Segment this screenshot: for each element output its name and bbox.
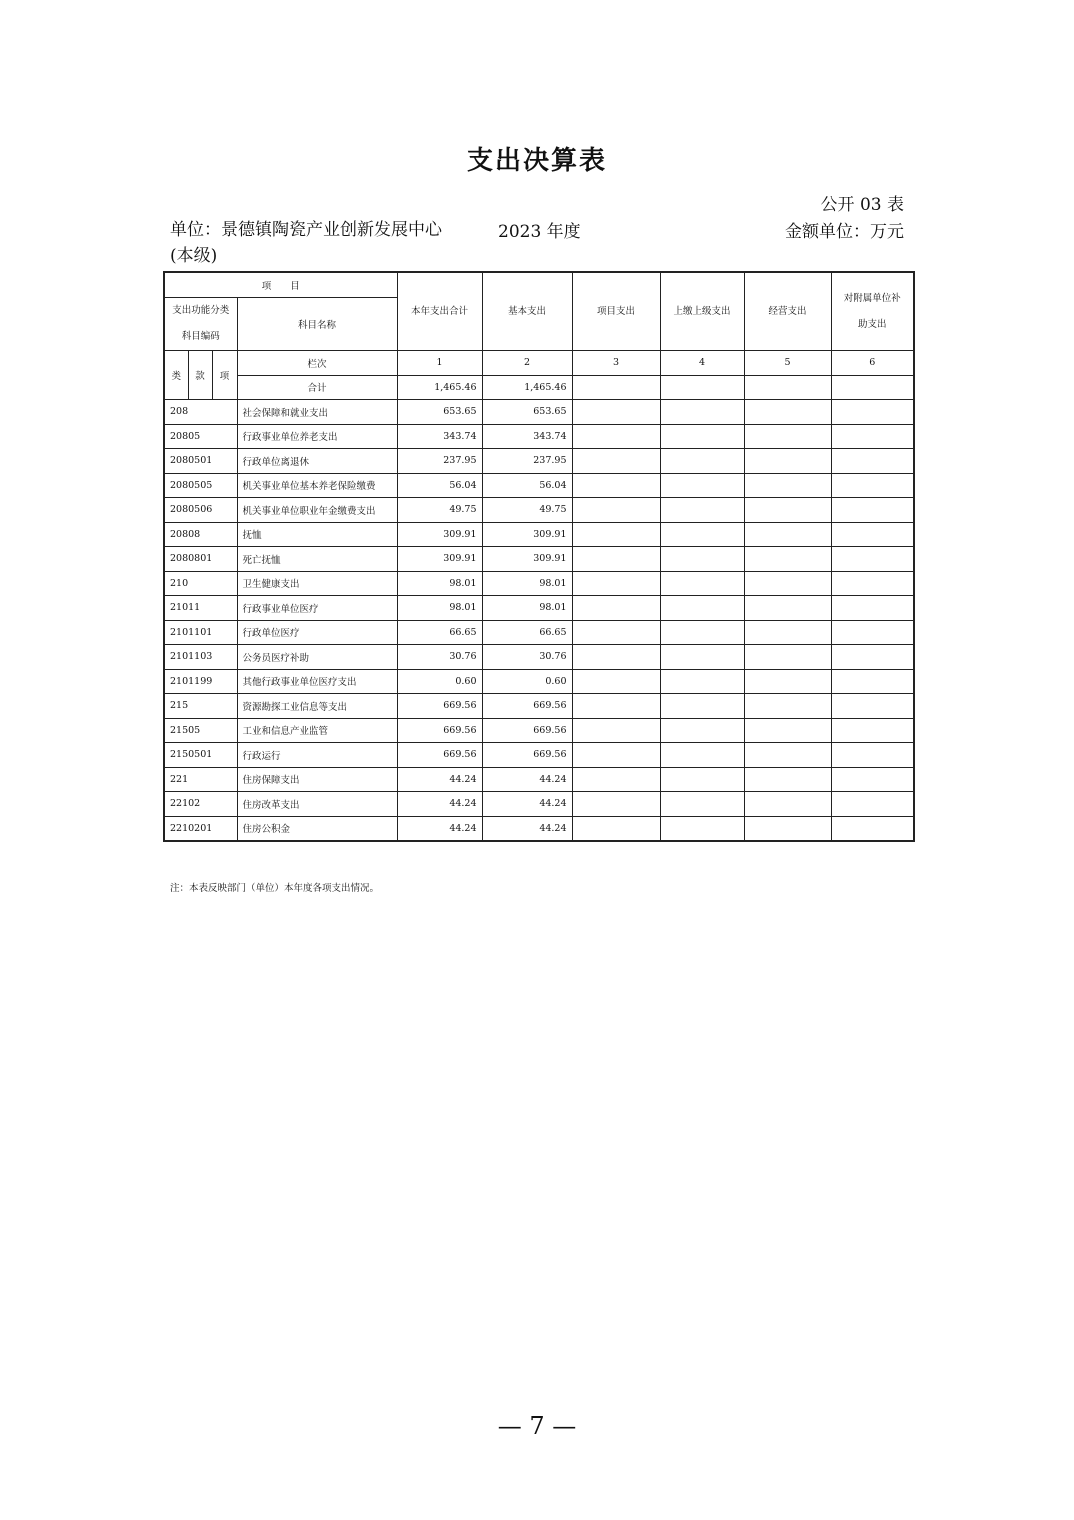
basic-amount: 44.24 — [482, 816, 572, 841]
total-amount: 669.56 — [397, 743, 482, 768]
basic-amount: 669.56 — [482, 694, 572, 719]
table-row — [164, 547, 914, 572]
operating-amount — [744, 816, 831, 841]
remit-amount — [660, 596, 744, 621]
total-amount: 56.04 — [397, 473, 482, 498]
basic-amount: 343.74 — [482, 424, 572, 449]
table-row — [164, 645, 914, 670]
function-code: 2210201 — [164, 816, 237, 841]
table-row — [164, 743, 914, 768]
total-amount: 669.56 — [397, 718, 482, 743]
basic-amount: 309.91 — [482, 547, 572, 572]
unit-label: 单位：景德镇陶瓷产业创新发展中心(本级) — [170, 220, 442, 266]
subject-name: 卫生健康支出 — [237, 571, 397, 596]
total-amount: 66.65 — [397, 620, 482, 645]
subject-name: 行政单位离退休 — [237, 449, 397, 474]
operating-amount — [744, 400, 831, 425]
remit-amount — [660, 473, 744, 498]
header-subject-name: 科目名称 — [237, 298, 397, 351]
subject-name: 其他行政事业单位医疗支出 — [237, 669, 397, 694]
subject-name: 住房保障支出 — [237, 767, 397, 792]
subject-name: 死亡抚恤 — [237, 547, 397, 572]
function-code: 20808 — [164, 522, 237, 547]
basic-amount: 1,465.46 — [482, 375, 572, 400]
operating-amount — [744, 620, 831, 645]
function-code: 2101199 — [164, 669, 237, 694]
function-code: 22102 — [164, 792, 237, 817]
basic-amount: 44.24 — [482, 767, 572, 792]
subsidy-amount — [831, 620, 914, 645]
table-row — [164, 424, 914, 449]
form-number: 公开 03 表 — [820, 195, 904, 215]
header-lanci: 栏次 — [237, 351, 397, 376]
table-note: 注：本表反映部门（单位）本年度各项支出情况。 — [170, 883, 380, 894]
subsidy-amount — [831, 743, 914, 768]
operating-amount — [744, 645, 831, 670]
project-amount — [572, 694, 660, 719]
column-number: 5 — [744, 351, 831, 376]
header-col2: 基本支出 — [482, 272, 572, 351]
remit-amount — [660, 620, 744, 645]
basic-amount: 56.04 — [482, 473, 572, 498]
remit-amount — [660, 792, 744, 817]
operating-amount — [744, 424, 831, 449]
fiscal-year: 2023 年度 — [498, 222, 581, 242]
operating-amount — [744, 596, 831, 621]
operating-amount — [744, 743, 831, 768]
basic-amount: 98.01 — [482, 571, 572, 596]
header-col5: 经营支出 — [744, 272, 831, 351]
table-row — [164, 473, 914, 498]
remit-amount — [660, 400, 744, 425]
table-row — [164, 596, 914, 621]
column-number: 4 — [660, 351, 744, 376]
subject-name: 住房改革支出 — [237, 792, 397, 817]
basic-amount: 66.65 — [482, 620, 572, 645]
total-amount: 98.01 — [397, 571, 482, 596]
function-code: 2080501 — [164, 449, 237, 474]
basic-amount: 30.76 — [482, 645, 572, 670]
basic-amount: 49.75 — [482, 498, 572, 523]
column-number: 1 — [397, 351, 482, 376]
project-amount — [572, 620, 660, 645]
operating-amount — [744, 473, 831, 498]
subject-name: 行政事业单位医疗 — [237, 596, 397, 621]
subsidy-amount — [831, 718, 914, 743]
function-code: 210 — [164, 571, 237, 596]
project-amount — [572, 522, 660, 547]
header-lei: 类 — [164, 351, 188, 400]
total-amount: 1,465.46 — [397, 375, 482, 400]
subsidy-amount — [831, 645, 914, 670]
subject-name: 抚恤 — [237, 522, 397, 547]
project-amount — [572, 669, 660, 694]
operating-amount — [744, 669, 831, 694]
total-amount: 237.95 — [397, 449, 482, 474]
subsidy-amount — [831, 596, 914, 621]
total-amount: 0.60 — [397, 669, 482, 694]
basic-amount: 653.65 — [482, 400, 572, 425]
subject-name: 资源勘探工业信息等支出 — [237, 694, 397, 719]
basic-amount: 309.91 — [482, 522, 572, 547]
subsidy-amount — [831, 571, 914, 596]
project-amount — [572, 498, 660, 523]
table-row — [164, 792, 914, 817]
table-row — [164, 400, 914, 425]
operating-amount — [744, 767, 831, 792]
basic-amount: 669.56 — [482, 743, 572, 768]
subject-name: 行政运行 — [237, 743, 397, 768]
table-row — [164, 669, 914, 694]
project-amount — [572, 547, 660, 572]
subsidy-amount — [831, 767, 914, 792]
header-func-code: 支出功能分类科目编码 — [164, 298, 237, 351]
total-amount: 309.91 — [397, 522, 482, 547]
remit-amount — [660, 449, 744, 474]
total-row — [164, 375, 914, 400]
operating-amount — [744, 718, 831, 743]
total-amount: 49.75 — [397, 498, 482, 523]
basic-amount: 669.56 — [482, 718, 572, 743]
total-amount: 343.74 — [397, 424, 482, 449]
subsidy-amount — [831, 547, 914, 572]
function-code: 208 — [164, 400, 237, 425]
function-code: 2080801 — [164, 547, 237, 572]
function-code: 20805 — [164, 424, 237, 449]
subsidy-amount — [831, 522, 914, 547]
function-code: 2101103 — [164, 645, 237, 670]
subject-name: 公务员医疗补助 — [237, 645, 397, 670]
remit-amount — [660, 816, 744, 841]
function-code: 2080505 — [164, 473, 237, 498]
table-row — [164, 816, 914, 841]
function-code: 2101101 — [164, 620, 237, 645]
project-amount — [572, 424, 660, 449]
function-code: 21011 — [164, 596, 237, 621]
project-amount — [572, 571, 660, 596]
basic-amount: 0.60 — [482, 669, 572, 694]
operating-amount — [744, 792, 831, 817]
operating-amount — [744, 571, 831, 596]
basic-amount: 98.01 — [482, 596, 572, 621]
remit-amount — [660, 424, 744, 449]
subsidy-amount — [831, 498, 914, 523]
subsidy-amount — [831, 792, 914, 817]
total-amount: 44.24 — [397, 816, 482, 841]
project-amount — [572, 743, 660, 768]
remit-amount — [660, 571, 744, 596]
subsidy-amount — [831, 424, 914, 449]
basic-amount: 237.95 — [482, 449, 572, 474]
subsidy-amount — [831, 669, 914, 694]
subsidy-amount — [831, 400, 914, 425]
remit-amount — [660, 547, 744, 572]
operating-amount — [744, 547, 831, 572]
expenditure-table — [163, 271, 915, 842]
page-number: — 7 — — [497, 1412, 577, 1440]
subject-name: 机关事业单位基本养老保险缴费 — [237, 473, 397, 498]
project-amount — [572, 816, 660, 841]
function-code: 2150501 — [164, 743, 237, 768]
operating-amount — [744, 449, 831, 474]
subject-name: 住房公积金 — [237, 816, 397, 841]
table-row — [164, 767, 914, 792]
header-col6: 对附属单位补助支出 — [831, 272, 914, 351]
function-code: 215 — [164, 694, 237, 719]
total-amount: 653.65 — [397, 400, 482, 425]
column-number: 3 — [572, 351, 660, 376]
header-xiangmu: 项 目 — [164, 272, 397, 298]
project-amount — [572, 718, 660, 743]
column-number: 2 — [482, 351, 572, 376]
project-amount — [572, 449, 660, 474]
subsidy-amount — [831, 473, 914, 498]
remit-amount — [660, 645, 744, 670]
subject-name: 行政事业单位养老支出 — [237, 424, 397, 449]
table-row — [164, 498, 914, 523]
table-row — [164, 522, 914, 547]
total-label: 合计 — [237, 375, 397, 400]
total-amount: 669.56 — [397, 694, 482, 719]
remit-amount — [660, 522, 744, 547]
operating-amount — [744, 522, 831, 547]
function-code: 21505 — [164, 718, 237, 743]
total-amount: 30.76 — [397, 645, 482, 670]
project-amount — [572, 473, 660, 498]
header-kuan: 款 — [188, 351, 212, 400]
header-col3: 项目支出 — [572, 272, 660, 351]
operating-amount — [744, 498, 831, 523]
table-row — [164, 571, 914, 596]
subsidy-amount — [831, 449, 914, 474]
remit-amount — [660, 694, 744, 719]
function-code: 2080506 — [164, 498, 237, 523]
subject-name: 行政单位医疗 — [237, 620, 397, 645]
total-amount: 44.24 — [397, 792, 482, 817]
subsidy-amount — [831, 816, 914, 841]
header-xiang: 项 — [212, 351, 237, 400]
subject-name: 机关事业单位职业年金缴费支出 — [237, 498, 397, 523]
header-col4: 上缴上级支出 — [660, 272, 744, 351]
column-number: 6 — [831, 351, 914, 376]
table-row — [164, 620, 914, 645]
subsidy-amount — [831, 694, 914, 719]
header-col1: 本年支出合计 — [397, 272, 482, 351]
subject-name: 社会保障和就业支出 — [237, 400, 397, 425]
remit-amount — [660, 767, 744, 792]
total-amount: 98.01 — [397, 596, 482, 621]
table-row — [164, 718, 914, 743]
remit-amount — [660, 669, 744, 694]
table-row — [164, 449, 914, 474]
page-title: 支出决算表 — [466, 146, 607, 176]
project-amount — [572, 400, 660, 425]
project-amount — [572, 767, 660, 792]
project-amount — [572, 792, 660, 817]
remit-amount — [660, 743, 744, 768]
remit-amount — [660, 718, 744, 743]
basic-amount: 44.24 — [482, 792, 572, 817]
total-amount: 309.91 — [397, 547, 482, 572]
total-amount: 44.24 — [397, 767, 482, 792]
project-amount — [572, 645, 660, 670]
money-unit: 金额单位：万元 — [785, 222, 904, 242]
table-row — [164, 694, 914, 719]
operating-amount — [744, 694, 831, 719]
subject-name: 工业和信息产业监管 — [237, 718, 397, 743]
remit-amount — [660, 498, 744, 523]
project-amount — [572, 596, 660, 621]
function-code: 221 — [164, 767, 237, 792]
